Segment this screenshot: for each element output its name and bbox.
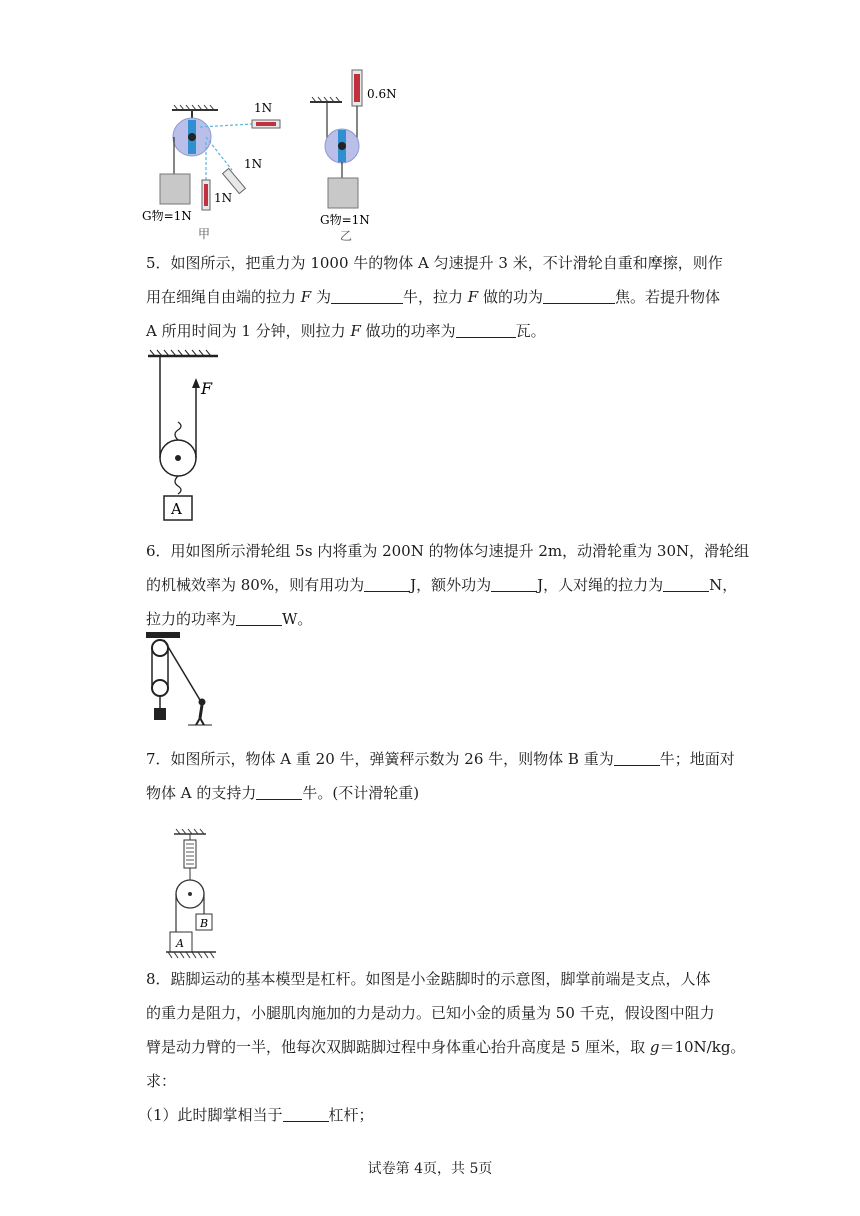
q8-line-2: 的重力是阻力，小腿肌肉施加的力是动力。已知小金的质量为 50 千克，假设图中阻力 [146, 1004, 715, 1022]
q8-text: （1）此时脚掌相当于 [138, 1106, 283, 1124]
q5-text: 用在细绳自由端的拉力 [146, 288, 301, 306]
figure-jia [140, 92, 300, 242]
q6-text: N， [709, 576, 738, 594]
q5-var-f: F [467, 288, 479, 306]
q5-line-1: 5．如图所示，把重力为 1000 牛的物体 A 匀速提升 3 米，不计滑轮自重和摩擦，则作 [146, 254, 723, 272]
answer-blank[interactable] [614, 749, 660, 766]
fig-yi-scale: 0.6N [367, 87, 397, 101]
fig5-box-label: A [171, 500, 182, 518]
fig-yi-caption: 乙 [340, 229, 353, 242]
fig7-label-a: A [176, 937, 184, 950]
question-5 [146, 246, 723, 348]
q5-var-f: F [300, 288, 312, 306]
question-7 [146, 742, 735, 810]
fig-jia-scale-1: 1N [254, 101, 273, 115]
q7-text: 牛。(不计滑轮重) [302, 784, 420, 802]
fig-jia-scale-3: 1N [214, 191, 233, 205]
q5-text: A 所用时间为 1 分钟，则拉力 [146, 322, 351, 340]
q6-text: J，额外功为 [410, 576, 492, 594]
q7-line-2 [146, 776, 735, 810]
q8-text: 臂是动力臂的一半，他每次双脚踮脚过程中身体重心抬升高度是 5 厘米，取 [146, 1038, 650, 1056]
answer-blank[interactable] [236, 609, 282, 626]
q8-line-4: 求： [146, 1072, 177, 1090]
q6-line-2 [146, 568, 749, 602]
page-footer: 试卷第 4页，共 5页 [367, 1161, 493, 1177]
figure-6-pulley-person [144, 630, 214, 726]
q5-text: 为 [311, 288, 331, 306]
q6-line-3 [146, 602, 749, 636]
figure-7-spring-scale [164, 826, 226, 962]
q5-line-3 [146, 314, 723, 348]
q8-line-3 [146, 1030, 745, 1064]
q8-line-5 [138, 1098, 745, 1132]
answer-blank[interactable] [283, 1105, 329, 1122]
question-6 [146, 534, 749, 636]
q8-text: ＝10N/kg。 [659, 1038, 746, 1056]
q6-text: W。 [282, 610, 313, 628]
q7-text: 牛；地面对 [659, 750, 735, 768]
q6-text: 拉力的功率为 [146, 610, 237, 628]
answer-blank[interactable] [331, 287, 403, 304]
q5-var-f: F [350, 322, 361, 340]
figure-5-pulley [146, 348, 246, 524]
fig-jia-weight-label: G物=1N [142, 209, 192, 223]
q6-text: 的机械效率为 80%，则有用功为 [146, 576, 365, 594]
q5-text: 做的功为 [478, 288, 543, 306]
answer-blank[interactable] [491, 575, 537, 592]
fig5-force-label: F [201, 379, 213, 398]
q6-text: J，人对绳的拉力为 [537, 576, 664, 594]
answer-blank[interactable] [543, 287, 615, 304]
q6-line-1: 6．用如图所示滑轮组 5s 内将重为 200N 的物体匀速提升 2m，动滑轮重为 30N，滑轮组 [146, 542, 750, 560]
q7-text: 7．如图所示，物体 A 重 20 牛，弹簧秤示数为 26 牛，则物体 B 重为 [146, 750, 614, 768]
figure-yi [300, 66, 420, 242]
q8-var-g: g [649, 1038, 660, 1056]
answer-blank[interactable] [256, 783, 302, 800]
fig-jia-scale-2: 1N [244, 157, 263, 171]
q5-line-2 [146, 280, 723, 314]
fig7-label-b: B [200, 917, 209, 930]
question-8 [138, 962, 746, 1132]
answer-blank[interactable] [364, 575, 410, 592]
q5-text: 做功的功率为 [360, 322, 456, 340]
q8-text: 杠杆； [328, 1106, 374, 1124]
q5-text: 瓦。 [515, 322, 546, 340]
answer-blank[interactable] [663, 575, 709, 592]
q8-line-1: 8．踮脚运动的基本模型是杠杆。如图是小金踮脚时的示意图，脚掌前端是支点，人体 [146, 970, 711, 988]
q7-text: 物体 A 的支持力 [146, 784, 257, 802]
q5-text: 牛，拉力 [402, 288, 468, 306]
q5-text: 焦。若提升物体 [614, 288, 720, 306]
answer-blank[interactable] [456, 321, 516, 338]
q7-line-1 [146, 742, 735, 776]
fig-yi-weight-label: G物=1N [320, 213, 370, 227]
fig-jia-caption: 甲 [198, 227, 211, 241]
